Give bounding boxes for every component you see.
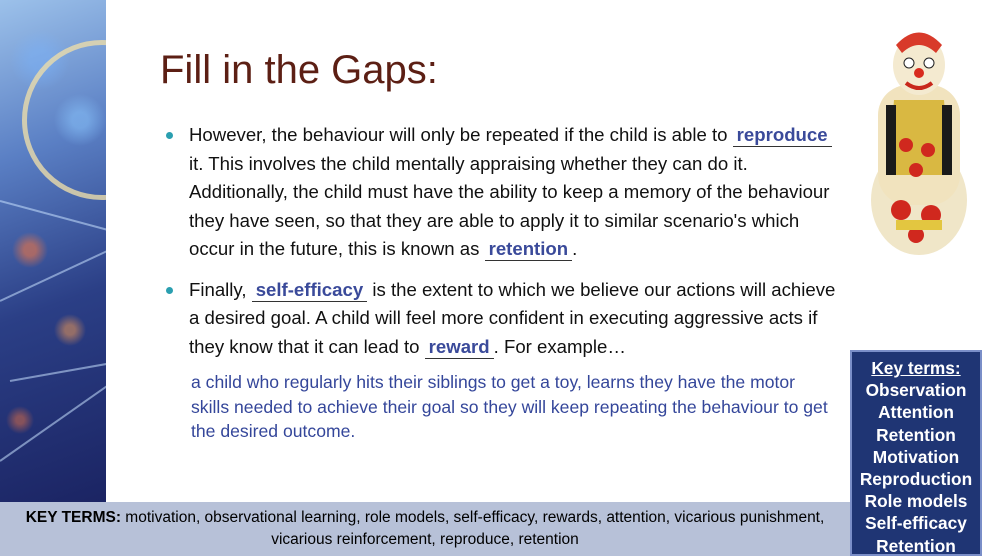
- key-terms-box: [850, 350, 982, 556]
- neuron-fiber: [0, 386, 106, 462]
- key-term-item: Retention: [876, 424, 956, 445]
- bullet2-text-b: is the extent to which we believe our actions will achieve a desired goal. A child will feel more confident in executing aggressive acts if they know that it can lead to: [189, 278, 836, 357]
- bullet1-text-b: it. This involves the child mentally appraising whether they can do it. Additionally, the child must have the ability to keep a memory of the behaviour they have seen, so that they are able to apply it to similar scenario's which occur in the future, this is known as: [189, 152, 830, 259]
- bullet1-text-c: .: [572, 238, 578, 259]
- gap-answer-self-efficacy: self-efficacy: [252, 279, 368, 302]
- bullet-item-2: [166, 276, 846, 362]
- neuron-fiber: [10, 359, 106, 382]
- footer-label: KEY TERMS:: [25, 509, 121, 526]
- key-terms-title: Key terms:: [871, 358, 961, 378]
- bobo-doll-clown-image: [866, 25, 972, 257]
- bullet-dot-icon: [166, 132, 173, 139]
- bullet-dot-icon: [166, 287, 173, 294]
- bullet-item-1: [166, 121, 846, 264]
- slide-title: Fill in the Gaps:: [160, 48, 438, 92]
- bullet2-text-a: Finally,: [189, 278, 252, 300]
- neuron-background-image: [0, 0, 106, 502]
- bullet2-text-c: . For example…: [493, 335, 626, 357]
- neuron-fiber: [0, 241, 106, 302]
- gap-answer-reproduce: reproduce: [733, 124, 832, 147]
- key-term-item: Reproduction: [859, 469, 973, 490]
- bullet1-text-a: However, the behaviour will only be repeated if the child is able to: [189, 124, 733, 145]
- key-term-item: Motivation: [872, 446, 960, 467]
- gap-answer-reward: reward: [425, 336, 494, 359]
- example-text: a child who regularly hits their siblings to get a toy, learns they have the motor skills needed to achieve their goal so they will keep repeating the behaviour to get the desired outcome.: [191, 372, 828, 441]
- key-term-item: Role models: [864, 491, 968, 512]
- decorative-ring: [22, 40, 106, 200]
- key-term-item: Self-efficacy: [865, 513, 967, 534]
- gap-answer-retention: retention: [485, 238, 573, 261]
- key-term-item: Observation: [865, 380, 967, 401]
- bullet-list: [166, 121, 846, 373]
- neuron-fiber: [0, 200, 106, 236]
- key-term-item: Attention: [878, 402, 954, 423]
- key-terms-footer: [0, 502, 850, 556]
- footer-terms: motivation, observational learning, role models, self-efficacy, rewards, attention, vicarious punishment, vicarious reinforcement, reproduce, retention: [121, 509, 825, 548]
- key-term-item: Retention: [876, 535, 956, 556]
